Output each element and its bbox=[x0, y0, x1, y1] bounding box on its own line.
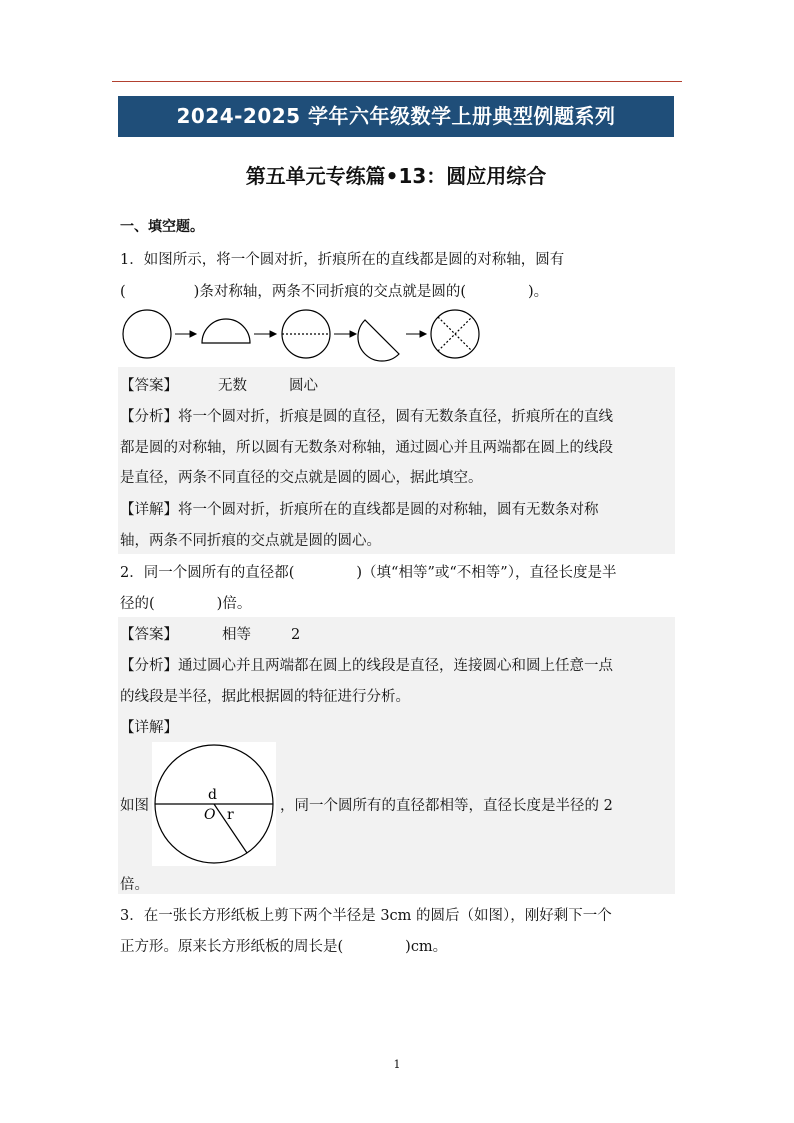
series-title-banner: 2024-2025 学年六年级数学上册典型例题系列 bbox=[118, 96, 674, 137]
page-number: 1 bbox=[393, 1058, 401, 1071]
q1-answer-block bbox=[118, 367, 675, 554]
q2-detail-label: 【详解】 bbox=[120, 720, 178, 736]
arrow-icon bbox=[190, 331, 196, 337]
q3-text-line2: 正方形。原来长方形纸板的周长是( )cm。 bbox=[120, 939, 448, 955]
q1-analysis-line2: 都是圆的对称轴，所以圆有无数条对称轴，通过圆心并且两端都在圆上的线段 bbox=[120, 440, 613, 456]
unit-title: 第五单元专练篇•13：圆应用综合 bbox=[245, 164, 547, 188]
circle-folding-figure bbox=[118, 306, 488, 364]
diameter-radius-figure bbox=[152, 742, 276, 866]
q1-analysis-line3: 是直径，两条不同直径的交点就是圆的圆心，据此填空。 bbox=[120, 470, 483, 486]
q3-text-line1: 3．在一张长方形纸板上剪下两个半径是 3cm 的圆后（如图），刚好剩下一个 bbox=[120, 908, 612, 924]
arrow-icon bbox=[350, 331, 356, 337]
q2-detail-prefix: 如图 bbox=[120, 798, 149, 814]
q2-analysis-line2: 的线段是半径，据此根据圆的特征进行分析。 bbox=[120, 689, 410, 705]
header-rule bbox=[112, 81, 682, 82]
label-r: r bbox=[227, 807, 234, 823]
q2-text-line2: 径的( )倍。 bbox=[120, 596, 252, 612]
q2-detail-text: ，同一个圆所有的直径都相等，直径长度是半径的 2 bbox=[280, 798, 613, 814]
arrow-icon bbox=[270, 331, 276, 337]
q1-detail-line1: 【详解】将一个圆对折，折痕所在的直线都是圆的对称轴，圆有无数条对称 bbox=[120, 502, 599, 518]
q1-text-line1: 1．如图所示，将一个圆对折，折痕所在的直线都是圆的对称轴，圆有 bbox=[120, 252, 565, 268]
q1-text-line2: ( )条对称轴，两条不同折痕的交点就是圆的( )。 bbox=[120, 284, 549, 300]
label-d: d bbox=[208, 787, 217, 803]
arrow-icon bbox=[420, 331, 426, 337]
half-circle bbox=[202, 319, 250, 343]
q2-analysis-line1: 【分析】通过圆心并且两端都在圆上的线段是直径，连接圆心和圆上任意一点 bbox=[120, 658, 613, 674]
diagonal-half-circle bbox=[358, 320, 399, 361]
q2-text-line1: 2．同一个圆所有的直径都( )（填“相等”或“不相等”），直径长度是半 bbox=[120, 565, 617, 581]
q1-analysis-line1: 【分析】将一个圆对折，折痕是圆的直径，圆有无数条直径，折痕所在的直线 bbox=[120, 409, 613, 425]
q1-answer: 【答案】 无数 圆心 bbox=[120, 378, 318, 394]
section-heading: 一、填空题。 bbox=[120, 219, 204, 235]
q2-answer: 【答案】 相等 2 bbox=[120, 627, 301, 643]
q2-detail-end: 倍。 bbox=[120, 877, 149, 893]
label-o: O bbox=[204, 807, 216, 823]
full-circle bbox=[123, 310, 171, 358]
q1-detail-line2: 轴，两条不同折痕的交点就是圆的圆心。 bbox=[120, 533, 381, 549]
